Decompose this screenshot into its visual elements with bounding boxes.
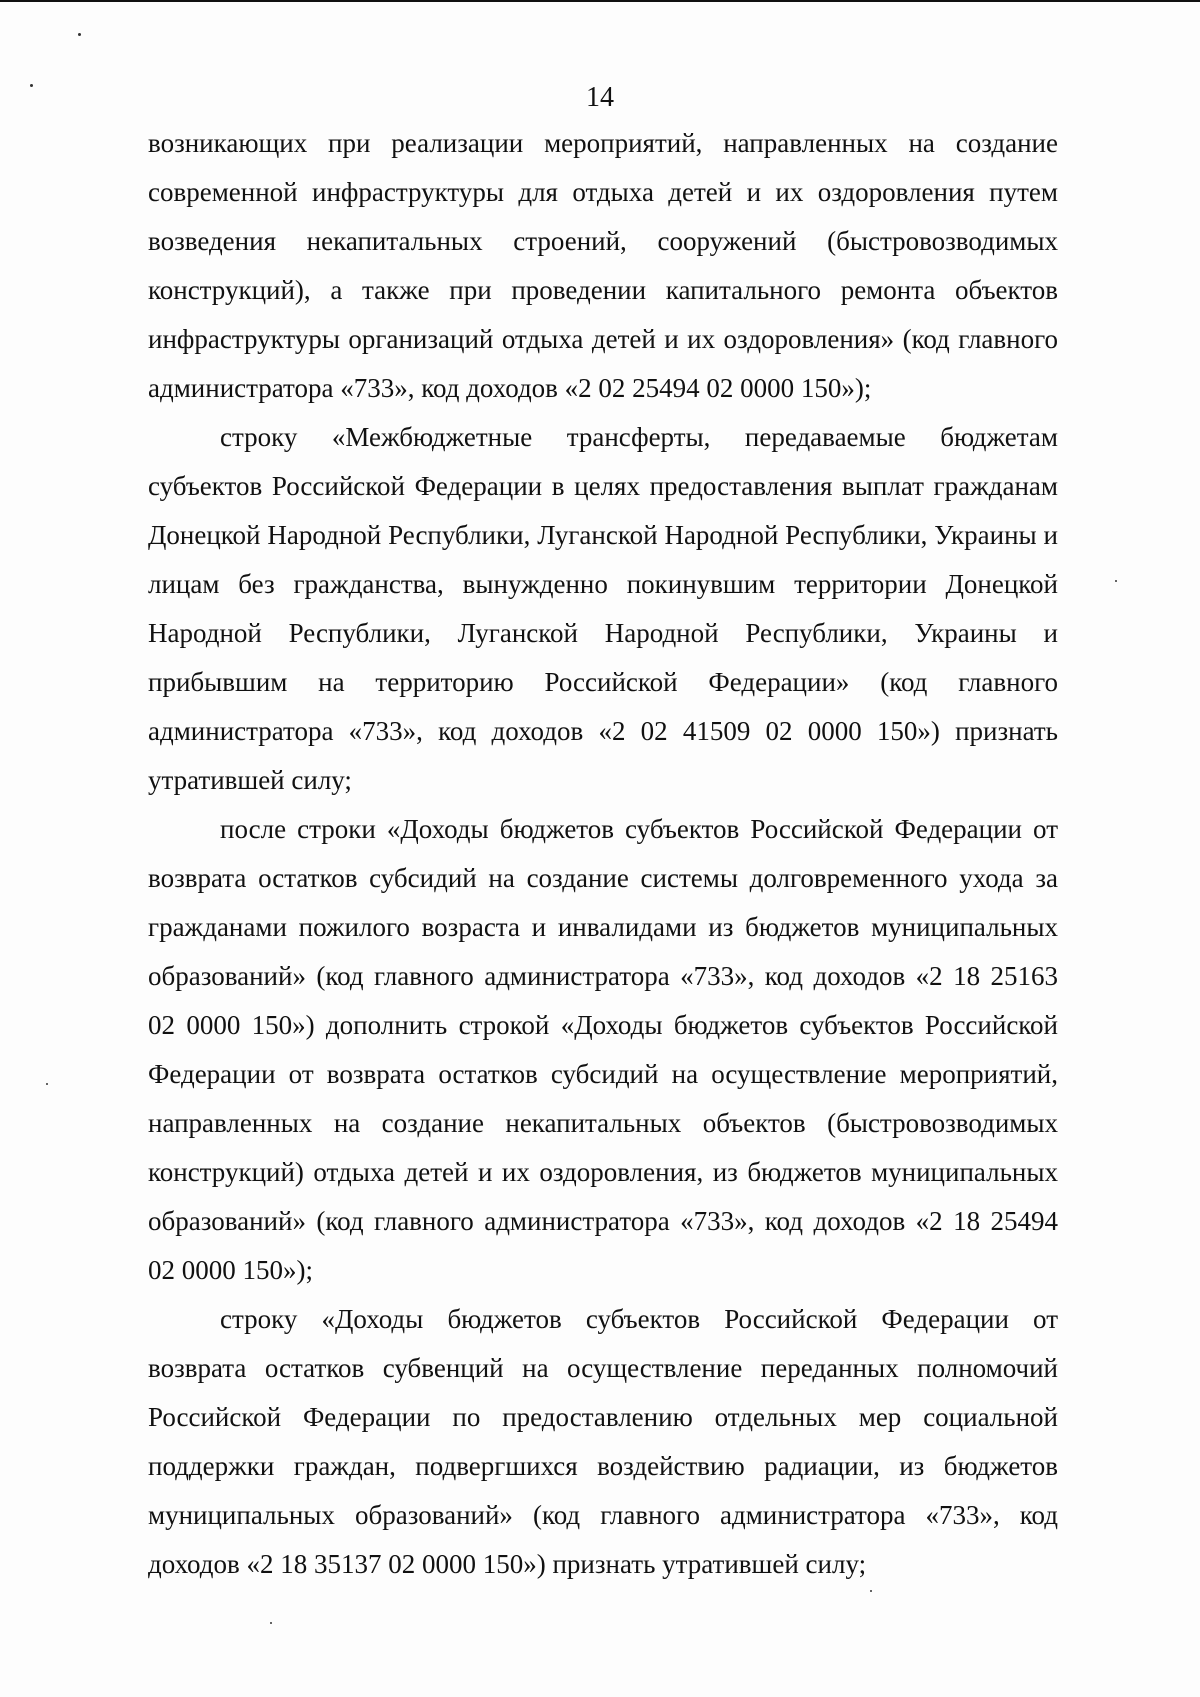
scan-speck bbox=[870, 1590, 872, 1592]
scan-speck bbox=[46, 1083, 48, 1085]
scan-speck bbox=[30, 84, 33, 87]
paragraph-4: строку «Доходы бюджетов субъектов Российской Федерации от возврата остатков субвенций на осуществление переданных полномочий Российской Федерации по предоставлению отдельных мер социальной поддержки граждан, подвергшихся воздействию радиации, из бюджетов муниципальных образований» (код главного администратора «733», код доходов «2 18 35137 02 0000 150») признать утратившей силу; bbox=[148, 1304, 1058, 1579]
scan-speck bbox=[1115, 580, 1117, 582]
paragraph-3: после строки «Доходы бюджетов субъектов Российской Федерации от возврата остатков субсидий на создание системы долговременного ухода за гражданами пожилого возраста и инвалидами из бюджетов муниципальных образований» (код главного администратора «733», код доходов «2 18 25163 02 0000 150») дополнить строкой «Доходы бюджетов субъектов Российской Федерации от возврата остатков субсидий на осуществление мероприятий, направленных на создание некапитальных объектов (быстровозводимых конструкций) отдыха детей и их оздоровления, из бюджетов муниципальных образований» (код главного администратора «733», код доходов «2 18 25494 02 0000 150»); bbox=[148, 814, 1058, 1285]
paragraph-1: возникающих при реализации мероприятий, направленных на создание современной инфраструктуры для отдыха детей и их оздоровления путем возведения некапитальных строений, сооружений (быстровозводимых конструкций), а также при проведении капитального ремонта объектов инфраструктуры организаций отдыха детей и их оздоровления» (код главного администратора «733», код доходов «2 02 25494 02 0000 150»); bbox=[148, 128, 1058, 403]
page-number: 14 bbox=[586, 82, 614, 113]
document-body bbox=[148, 119, 1058, 1589]
top-border bbox=[0, 0, 1200, 2]
paragraph-2: строку «Межбюджетные трансферты, передаваемые бюджетам субъектов Российской Федерации в целях предоставления выплат гражданам Донецкой Народной Республики, Луганской Народной Республики, Украины и лицам без гражданства, вынужденно покинувшим территории Донецкой Народной Республики, Луганской Народной Республики, Украины и прибывшим на территорию Российской Федерации» (код главного администратора «733», код доходов «2 02 41509 02 0000 150») признать утратившей силу; bbox=[148, 422, 1058, 795]
scan-speck bbox=[270, 1622, 272, 1624]
scan-speck bbox=[78, 33, 81, 36]
